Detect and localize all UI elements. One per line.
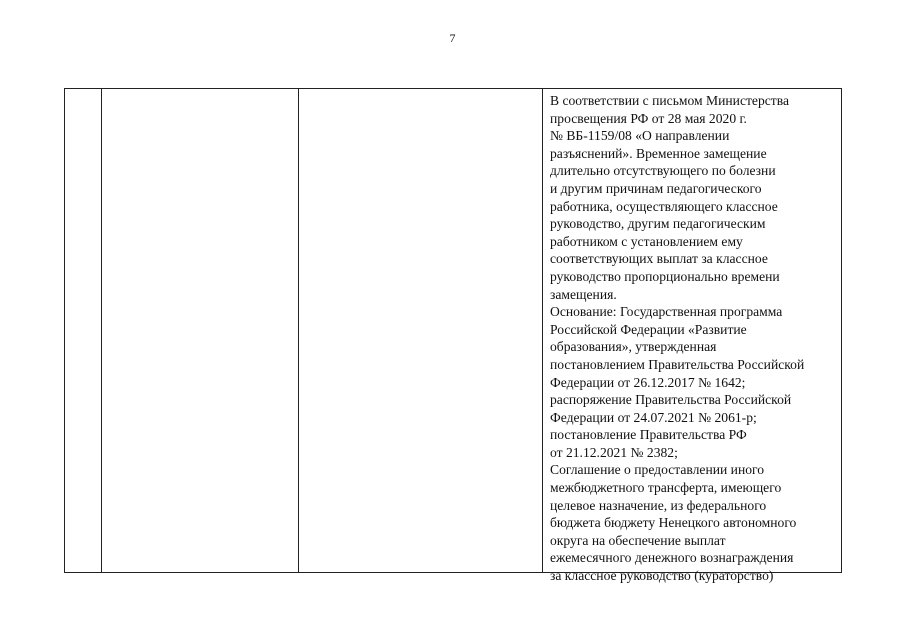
table-cell-text (550, 92, 840, 585)
cell-text-line: Федерации от 24.07.2021 № 2061-р; (550, 409, 757, 425)
cell-text-line: бюджета бюджету Ненецкого автономного (550, 515, 797, 531)
cell-text-line: работником с установлением ему (550, 233, 743, 249)
cell-text-line: руководство, другим педагогическим (550, 216, 766, 232)
cell-text-line: руководство пропорционально времени (550, 268, 780, 284)
cell-text-line: Основание: Государственная программа (550, 304, 783, 320)
cell-text-line: работника, осуществляющего классное (550, 198, 778, 214)
table-column-divider (101, 89, 102, 572)
cell-text-line: округа на обеспечение выплат (550, 532, 726, 548)
cell-text-line: межбюджетного трансферта, имеющего (550, 480, 782, 496)
cell-text-line: ежемесячного денежного вознаграждения (550, 550, 794, 566)
cell-text-line: № ВБ-1159/08 «О направлении (550, 128, 730, 144)
cell-text-line: постановлением Правительства Российской (550, 356, 805, 372)
table-column-divider (542, 89, 543, 572)
cell-text-line: от 21.12.2021 № 2382; (550, 444, 678, 460)
cell-text-line: В соответствии с письмом Министерства (550, 93, 789, 108)
cell-text-line: длительно отсутствующего по болезни (550, 163, 776, 179)
cell-text-line: образования», утвержденная (550, 339, 717, 355)
cell-text-line: распоряжение Правительства Российской (550, 392, 792, 408)
cell-text-line: разъяснений». Временное замещение (550, 145, 767, 161)
cell-text-line: просвещения РФ от 28 мая 2020 г. (550, 110, 747, 126)
cell-text-line: Федерации от 26.12.2017 № 1642; (550, 374, 746, 390)
page-number: 7 (449, 31, 456, 45)
cell-text-line: постановление Правительства РФ (550, 427, 747, 443)
cell-text-line: целевое назначение, из федерального (550, 497, 767, 513)
cell-text-line: и другим причинам педагогического (550, 180, 762, 196)
cell-text-line: Российской Федерации «Развитие (550, 321, 747, 337)
cell-text-line: Соглашение о предоставлении иного (550, 462, 765, 478)
cell-text-line: за классное руководство (кураторство) (550, 568, 774, 584)
cell-text-line: соответствующих выплат за классное (550, 251, 768, 267)
document-table (64, 88, 842, 584)
table-column-divider (298, 89, 299, 572)
cell-text-line: замещения. (550, 286, 617, 302)
